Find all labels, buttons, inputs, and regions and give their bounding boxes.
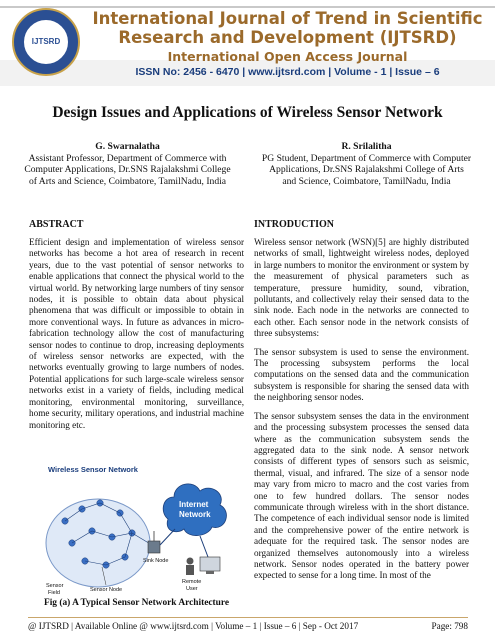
footer-citation: @ IJTSRD | Available Online @ www.ijtsrd.com | Volume – 1 | Issue – 6 | Sep - Oct 2017 — [28, 621, 359, 631]
sink-node-label: Sink Node — [143, 558, 169, 564]
journal-logo — [12, 8, 80, 76]
computer-stand-icon — [206, 571, 214, 574]
introduction-heading: INTRODUCTION — [254, 219, 335, 230]
journal-header — [0, 0, 495, 95]
user-head-icon — [187, 558, 194, 565]
footer-rule — [28, 617, 468, 618]
abstract-text: Efficient design and implementation of wireless sensor networks has become a hot area of research in recent years, due to the vast potential of sensor networks to enable applications that connect the physical world to the virtual world. By networking large numbers of tiny sensor nodes, it is possible to obtain data about physical phenomena that was difficult or impossible to obtain in more conventional ways. In future as advances in micro-fabrication technology allow the cost of manufacturing sensor nodes to continue to drop, increasing deployments of wireless sensor networks are expected, with the networks eventually growing to large numbers of nodes. Potential applications for such large-scale wireless sensor networks exist in a variety of fields, including medical monitoring, environmental monitoring, surveillance, home security, military operations, and industrial machine monitoring etc. — [29, 237, 244, 430]
intro-paragraph: Wireless sensor network (WSN)[5] are highly distributed networks of small, lightweight wireless nodes, deployed in large numbers to monitor the environment or system by the measurement of physical parameters such as temperature, pressure humidity, sound, vibration, pollutants, and collectively relay their sensed data to the sink node. Each node in the networks are connected to each other. Each sensor node in the network consists of three subsystems: — [254, 237, 469, 339]
user-body-icon — [186, 565, 194, 575]
figure-title-label: Wireless Sensor Network — [48, 465, 138, 474]
paper-title: Design Issues and Applications of Wireless Sensor Network — [52, 104, 443, 121]
journal-title — [90, 9, 485, 47]
author-name: R. Srilalitha — [341, 141, 392, 152]
introduction-section — [254, 219, 469, 589]
intro-paragraph: The sensor subsystem is used to sense the environment. The processing subsystem performs the local computations on the sensed data and the communication subsystem is responsible for sharing the sensed data with the neighboring sensor nodes. — [254, 346, 469, 403]
abstract-heading: ABSTRACT — [29, 219, 84, 230]
issn-line: ISSN No: 2456 - 6470 | www.ijtsrd.com | Volume - 1 | Issue – 6 — [135, 66, 440, 78]
network-label: Network — [179, 510, 211, 519]
author-name: G. Swarnalatha — [95, 141, 160, 152]
author-affiliation-line: Computer Applications, Dr.SNS Rajalakshmi College — [24, 164, 231, 175]
journal-title-line2: Research and Development (IJTSRD) — [118, 28, 457, 47]
remote-label: Remote — [182, 579, 202, 585]
author-affiliation-line: of Arts and Science, Coimbatore, TamilNadu, India — [28, 175, 227, 187]
page-number: Page: 798 — [431, 621, 468, 631]
sensor-field-label-1: Sensor — [46, 583, 64, 589]
sensor-node-dot — [69, 540, 75, 546]
author-block-2 — [254, 141, 479, 187]
author-affiliation-line: Applications, Dr.SNS Rajalakshmi College of Arts — [269, 164, 464, 175]
sink-node-icon — [148, 541, 160, 553]
sensor-node-label: Sensor Node — [90, 587, 123, 593]
header-top-rule — [0, 6, 495, 8]
journal-title-line1: International Journal of Trend in Scientific — [92, 9, 483, 28]
author-affiliation-line: PG Student, Department of Commerce with Computer — [261, 152, 472, 164]
user-label: User — [186, 586, 198, 592]
computer-monitor-icon — [200, 557, 220, 571]
logo-emblem — [23, 19, 69, 65]
sensor-field-label-2: Field — [48, 590, 60, 596]
author-block-1 — [15, 141, 240, 187]
sink-to-internet-link — [160, 529, 175, 545]
author-affiliation-line: and Science, Coimbatore, TamilNadu, India — [282, 175, 451, 187]
author-affiliation-line: Assistant Professor, Department of Commerce with — [28, 152, 227, 164]
network-figure — [40, 461, 240, 601]
internet-to-user-link — [200, 536, 208, 557]
intro-paragraph: The sensor subsystem senses the data in the environment and the processing subsystem processes the sensed data where as the communication subsystem sends the aggregated data to the sink node. A sensor network consists of different types of sensors such as seismic, thermal, visual, and infrared. The size of a sensor node may vary from micro to macro and the cost varies from one to few hundred dollars. The sensor nodes communicate through wireless with in the short distance. The competence of each individual sensor node is limited and the comprehensive power of the entire network is adequate for the required task. The sensor nodes are organized themselves autonomously into a wireless network. Sensor nodes operated in the battery power expected to sense for a long time. In most of the — [254, 410, 469, 581]
sensor-field-area — [46, 499, 150, 587]
journal-subtitle: International Open Access Journal — [167, 49, 408, 64]
internet-label: Internet — [179, 500, 209, 509]
logo-text: IJTSRD — [31, 37, 61, 46]
network-diagram — [40, 461, 240, 601]
abstract-section — [29, 219, 244, 438]
figure-caption: Fig (a) A Typical Sensor Network Architecture — [43, 598, 230, 608]
